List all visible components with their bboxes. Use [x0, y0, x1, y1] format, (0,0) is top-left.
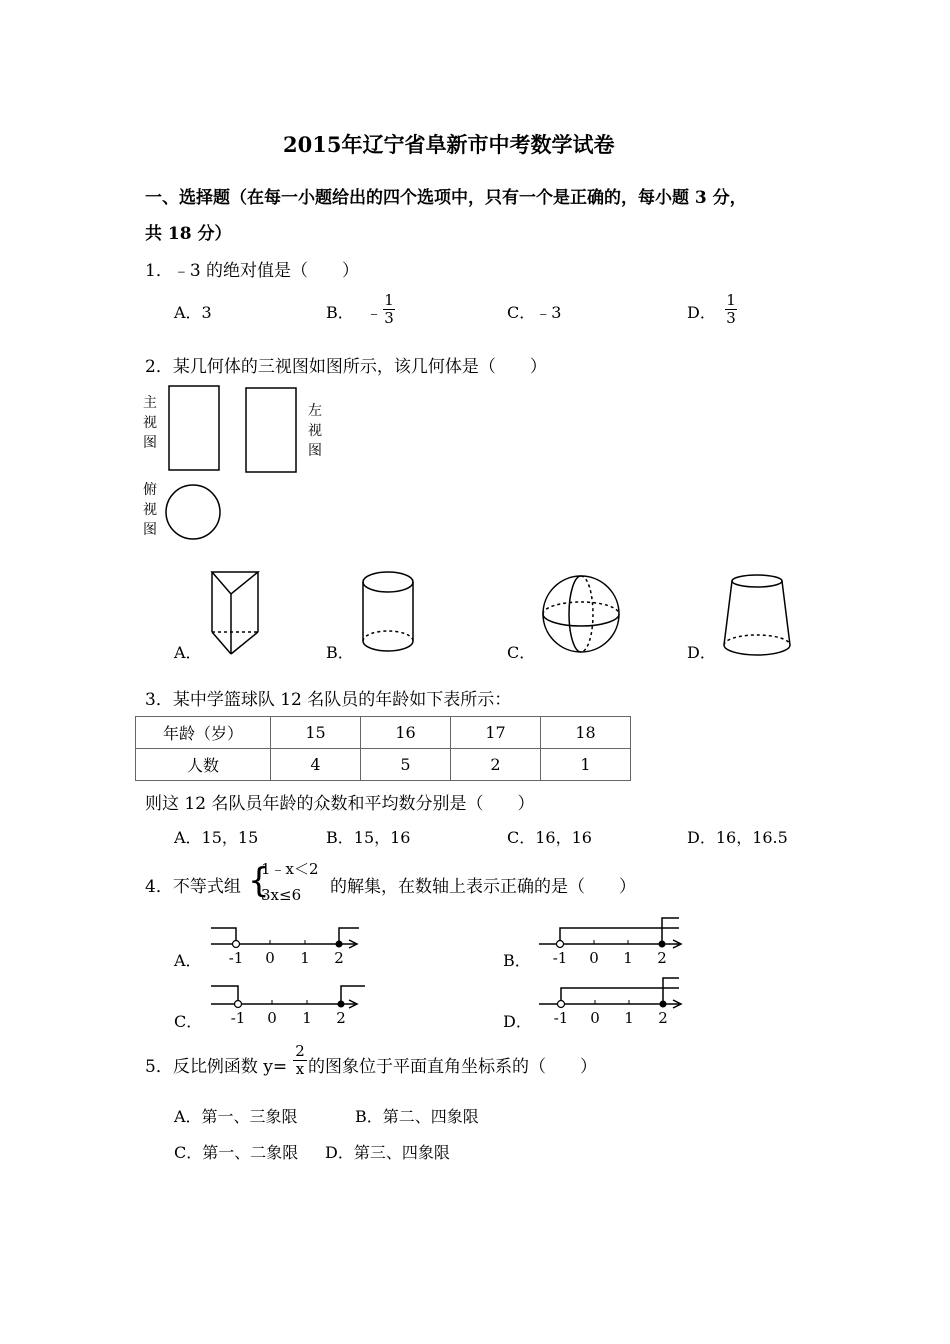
q5-numerator: 2 [295, 1042, 305, 1060]
table-cell: 4 [271, 749, 361, 781]
q2-option-a: A． [174, 643, 202, 662]
table-cell: 15 [271, 717, 361, 749]
tick-label: -1 [228, 949, 244, 967]
tick-label: 0 [265, 949, 275, 967]
q4-inequality-1: 1﹣x＜2 [261, 860, 319, 878]
q1-option-a: A．3 [174, 303, 212, 322]
tick-label: 1 [302, 1009, 312, 1027]
tick-label: -1 [552, 949, 568, 967]
table-cell: 2 [451, 749, 541, 781]
q3-option-d: D．16，16.5 [687, 828, 788, 847]
q5-option-d: D．第三、四象限 [325, 1143, 450, 1162]
q1-option-b-sign: ﹣ [366, 303, 383, 322]
tick-label: 2 [334, 949, 344, 967]
q4-option-c: C． [174, 1012, 203, 1031]
table-cell: 18 [541, 717, 631, 749]
q5-fraction [293, 1044, 307, 1077]
tick-label: -1 [230, 1009, 246, 1027]
table-cell: 人数 [136, 749, 271, 781]
q4-inequality-2: 3x≤6 [261, 886, 302, 904]
q1-b-denominator: 3 [384, 309, 394, 327]
front-view-label: 主视图 [143, 395, 157, 451]
left-view-rectangle [246, 388, 296, 472]
age-table [135, 716, 631, 781]
q1-option-d-label: D． [687, 303, 716, 322]
q2-option-c: C． [507, 643, 536, 662]
table-cell: 16 [361, 717, 451, 749]
tick-label: -1 [553, 1009, 569, 1027]
top-view-circle [166, 485, 220, 539]
system-brace: { [248, 861, 270, 901]
q4-stem-prefix: 4．不等式组 [145, 877, 241, 897]
table-row [136, 717, 631, 749]
tick-label: 1 [624, 1009, 634, 1027]
tick-label: 0 [267, 1009, 277, 1027]
shape-b-cylinder [363, 572, 413, 651]
q2-stem: 2．某几何体的三视图如图所示，该几何体是（ ） [145, 357, 547, 377]
front-view-rectangle [169, 386, 219, 470]
number-line-b [533, 920, 693, 970]
q5-option-b: B．第二、四象限 [355, 1107, 479, 1126]
tick-label: 1 [623, 949, 633, 967]
tick-label: 2 [657, 949, 667, 967]
q2-option-d: D． [687, 643, 716, 662]
tick-label: 1 [300, 949, 310, 967]
left-view-label: 左视图 [308, 403, 322, 459]
number-line-d [533, 980, 693, 1030]
shape-c-sphere [543, 576, 619, 652]
q3-option-c: C．16，16 [507, 828, 592, 847]
table-cell: 17 [451, 717, 541, 749]
tick-label: 0 [590, 1009, 600, 1027]
top-view-label: 俯视图 [143, 482, 157, 538]
q1-d-numerator: 1 [726, 291, 736, 309]
q3-option-b: B．15，16 [326, 828, 411, 847]
table-cell: 1 [541, 749, 631, 781]
q2-option-b: B． [326, 643, 354, 662]
q5-denominator: x [295, 1060, 305, 1078]
q5-option-a: A．第一、三象限 [174, 1107, 298, 1126]
section-header-line1: 一、选择题（在每一小题给出的四个选项中，只有一个是正确的，每小题 3 分， [145, 188, 747, 208]
table-row [136, 749, 631, 781]
section-header-line2: 共 18 分） [145, 224, 232, 244]
q5-stem-prefix: 5．反比例函数 y= [145, 1057, 288, 1077]
q1-stem: 1．﹣3 的绝对值是（ ） [145, 261, 360, 281]
q4-stem-suffix: 的解集，在数轴上表示正确的是（ ） [330, 877, 636, 897]
number-line-c [205, 980, 375, 1030]
page-title: 2015年辽宁省阜新市中考数学试卷 [283, 132, 615, 157]
q3-option-a: A．15，15 [174, 828, 259, 847]
q4-option-a: A． [174, 951, 202, 970]
q3-question: 则这 12 名队员年龄的众数和平均数分别是（ ） [145, 794, 535, 814]
q4-option-d: D． [503, 1012, 532, 1031]
q1-option-b-label: B． [326, 303, 354, 322]
q1-b-numerator: 1 [384, 291, 394, 309]
shape-a-triangular-prism [212, 572, 258, 654]
tick-label: 0 [589, 949, 599, 967]
q5-option-c: C．第一、二象限 [174, 1143, 299, 1162]
q4-option-b: B． [503, 951, 531, 970]
number-line-a [205, 920, 365, 970]
table-cell: 5 [361, 749, 451, 781]
q3-stem: 3．某中学篮球队 12 名队员的年龄如下表所示： [145, 690, 512, 710]
table-cell: 年龄（岁） [136, 717, 271, 749]
shape-d-frustum [724, 575, 790, 655]
tick-label: 2 [336, 1009, 346, 1027]
tick-label: 2 [658, 1009, 668, 1027]
q1-option-c: C．﹣3 [507, 303, 562, 322]
q5-stem-suffix: 的图象位于平面直角坐标系的（ ） [308, 1057, 597, 1077]
q1-d-denominator: 3 [726, 309, 736, 327]
